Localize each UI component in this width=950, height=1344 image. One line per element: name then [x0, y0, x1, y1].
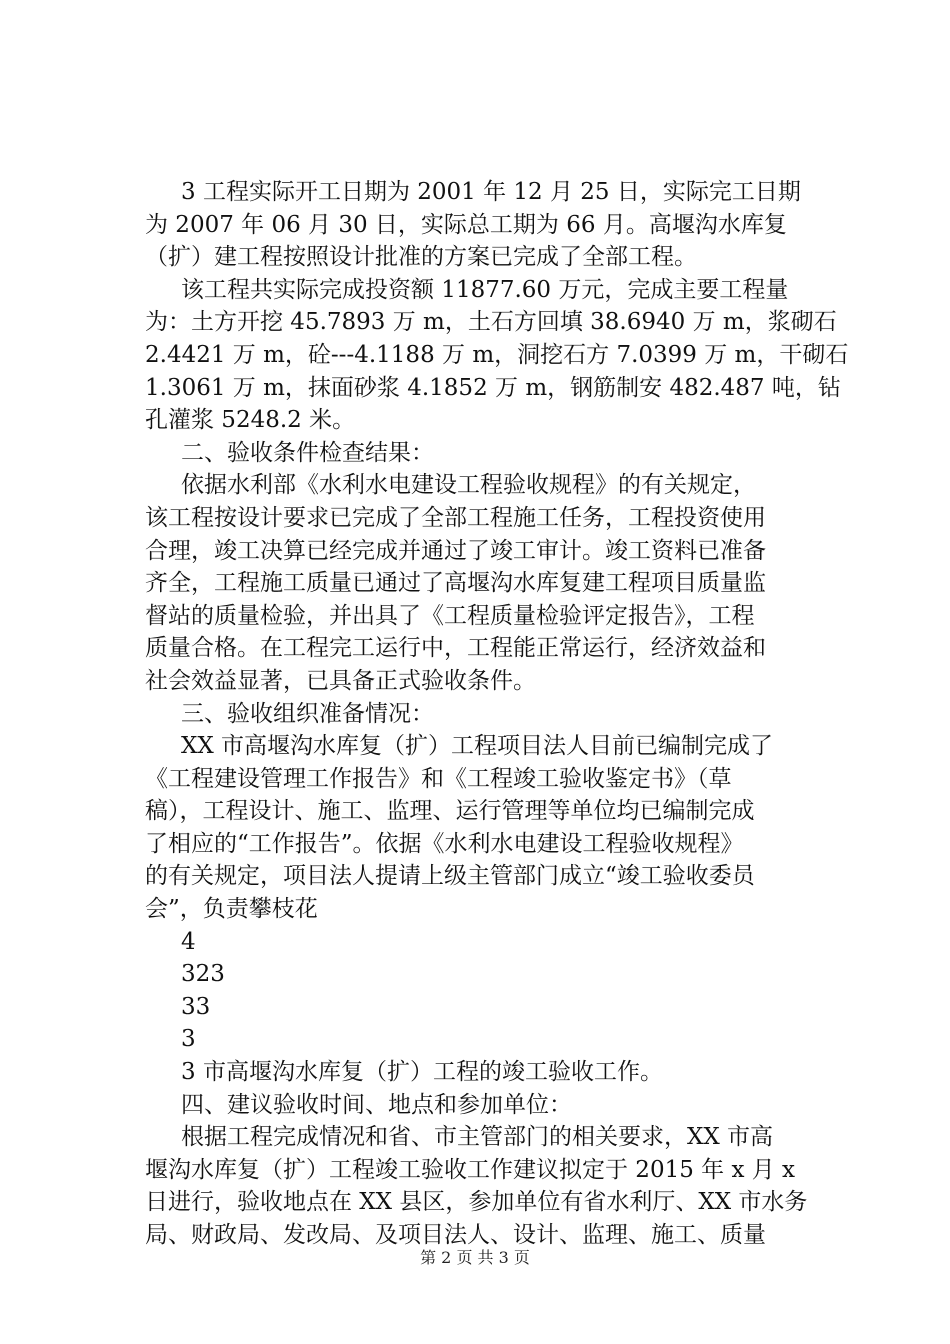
text-line: 了相应的“工作报告”。依据《水利水电建设工程验收规程》 [145, 830, 744, 857]
text-line: 堰沟水库复（扩）工程竣工验收工作建议拟定于 2015 年 x 月 x [145, 1156, 796, 1183]
text-line: 2.4421 万 m，砼---4.1188 万 m，洞挖石方 7.0399 万 m，干砌石 [145, 341, 849, 368]
text-line: 合理，竣工决算已经完成并通过了竣工审计。竣工资料已准备 [145, 537, 766, 564]
page-footer: 第 2 页 共 3 页 [420, 1248, 530, 1267]
text-line: 1.3061 万 m，抹面砂浆 4.1852 万 m，钢筋制安 482.487 吨，钻 [145, 374, 841, 401]
text-line: 会”，负责攀枝花 [145, 896, 318, 923]
text-line: 4 [181, 928, 196, 955]
text-line: 《工程建设管理工作报告》和《工程竣工验收鉴定书》（草 [145, 765, 732, 792]
text-line: 为：土方开挖 45.7893 万 m，土石方回填 38.6940 万 m，浆砌石 [145, 309, 837, 336]
text-line: 该工程按设计要求已完成了全部工程施工任务，工程投资使用 [145, 504, 766, 531]
text-line: 的有关规定，项目法人提请上级主管部门成立“竣工验收委员 [145, 863, 755, 890]
text-line: 社会效益显著，已具备正式验收条件。 [145, 667, 536, 694]
text-line: 二、验收条件检查结果： [181, 439, 434, 466]
text-line: 为 2007 年 06 月 30 日，实际总工期为 66 月。高堰沟水库复 [145, 211, 787, 238]
text-line: 3 [181, 1026, 196, 1053]
text-line: 质量合格。在工程完工运行中，工程能正常运行，经济效益和 [145, 635, 766, 662]
text-line: 该工程共实际完成投资额 11877.60 万元，完成主要工程量 [181, 276, 789, 303]
text-line: 33 [181, 993, 211, 1020]
text-line: （扩）建工程按照设计批准的方案已完成了全部工程。 [145, 244, 697, 271]
text-line: 督站的质量检验，并出具了《工程质量检验评定报告》，工程 [145, 602, 755, 629]
text-line: 日进行，验收地点在 XX 县区，参加单位有省水利厅、XX 市水务 [145, 1189, 808, 1216]
text-line: 323 [181, 961, 225, 988]
text-line: 3 市高堰沟水库复（扩）工程的竣工验收工作。 [181, 1059, 663, 1086]
text-line: 根据工程完成情况和省、市主管部门的相关要求，XX 市高 [181, 1124, 774, 1151]
text-line: 依据水利部《水利水电建设工程验收规程》的有关规定， [181, 472, 756, 499]
text-line: 孔灌浆 5248.2 米。 [145, 407, 356, 434]
text-line: XX 市高堰沟水库复（扩）工程项目法人目前已编制完成了 [181, 733, 774, 760]
text-line: 局、财政局、发改局、及项目法人、设计、监理、施工、质量 [145, 1222, 766, 1248]
text-line: 齐全，工程施工质量已通过了高堰沟水库复建工程项目质量监 [145, 570, 766, 597]
text-line: 三、验收组织准备情况： [181, 700, 434, 727]
text-line: 3 工程实际开工日期为 2001 年 12 月 25 日，实际完工日期 [181, 179, 801, 205]
text-line: 稿），工程设计、施工、监理、运行管理等单位均已编制完成 [145, 798, 755, 825]
document-body [145, 176, 849, 1252]
text-line: 四、建议验收时间、地点和参加单位： [181, 1091, 572, 1118]
